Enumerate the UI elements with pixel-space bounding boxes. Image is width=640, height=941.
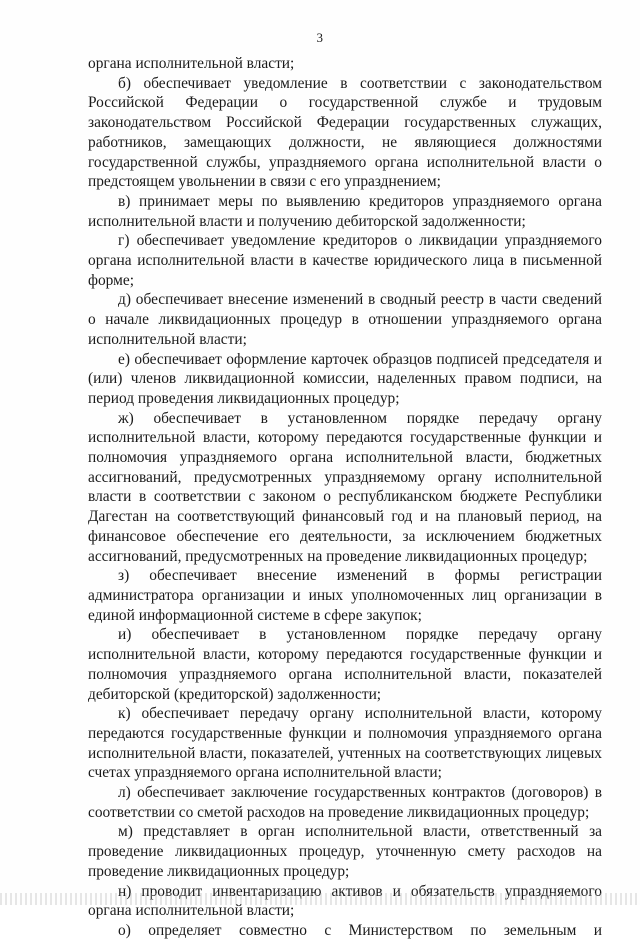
paragraph-item-m: м) представляет в орган исполнительной власти, ответственный за проведение ликвидационных процедур, уточненную смету расходов на проведение ликвидационных процедур; — [88, 823, 602, 880]
paragraph-item-k: к) обеспечивает передачу органу исполнительной власти, которому передаются государственные функции и полномочия упраздняемого органа исполнительной власти, показателей, учтенных на соответствующих лицевых счетах упраздняемого органа исполнительной власти; — [88, 705, 602, 782]
paragraph-item-i: и) обеспечивает в установленном порядке передачу органу исполнительной власти, которому передаются государственные функции и полномочия упраздняемого органа исполнительной власти, показателей дебиторской (кредиторской) задолженности; — [88, 626, 602, 703]
paragraph-item-z: з) обеспечивает внесение изменений в формы регистрации администратора организации и иных уполномоченных лиц организации в единой информационной системе в сфере закупок; — [88, 567, 602, 624]
paragraph-item-g: г) обеспечивает уведомление кредиторов о ликвидации упраздняемого органа исполнительной власти в качестве юридического лица в письменной форме; — [88, 232, 602, 289]
paragraph-item-b: б) обеспечивает уведомление в соответствии с законодательством Российской Федерации о государственной службе и трудовым законодательством Российской Федерации государственных служащих, работников, замещающих должности, не являющиеся должностями государственной службы, упраздняемого органа исполнительной власти о предстоящем увольнении в связи с его упразднением; — [88, 74, 602, 191]
page-number: 3 — [316, 30, 324, 45]
paragraph-item-e: е) обеспечивает оформление карточек образцов подписей председателя и (или) членов ликвидационной комиссии, наделенных правом подписи, на период проведения ликвидационных процедур; — [88, 350, 602, 407]
paragraph-continuation: органа исполнительной власти; — [88, 55, 295, 72]
paragraph-item-n: н) проводит инвентаризацию активов и обязательств упраздняемого органа исполнительной власти; — [88, 882, 602, 920]
paragraph-item-zh: ж) обеспечивает в установленном порядке передачу органу исполнительной власти, которому передаются государственные функции и полномочия упраздняемого органа исполнительной власти, бюджетных ассигнований, предусмотренных упраздняемому органу исполнительной власти в соответствии с законом о республиканском бюджете Республики Дагестан на соответствующий финансовый год и на плановый период, на финансовое обеспечение его деятельности, за исключением бюджетных ассигнований, предусмотренных на проведение ликвидационных процедур; — [88, 409, 602, 565]
scan-edge-artifact — [0, 893, 640, 905]
paragraph-item-d: д) обеспечивает внесение изменений в сводный реестр в части сведений о начале ликвидационных процедур в отношении упраздняемого органа исполнительной власти; — [88, 291, 602, 348]
paragraph-item-l: л) обеспечивает заключение государственных контрактов (договоров) в соответствии со сметой расходов на проведение ликвидационных процедур; — [88, 784, 602, 821]
paragraph-item-v: в) принимает меры по выявлению кредиторов упраздняемого органа исполнительной власти и получению дебиторской задолженности; — [88, 192, 602, 230]
document-body — [88, 54, 602, 941]
paragraph-item-o: о) определяет совместно с Министерством по земельным и — [118, 921, 602, 939]
